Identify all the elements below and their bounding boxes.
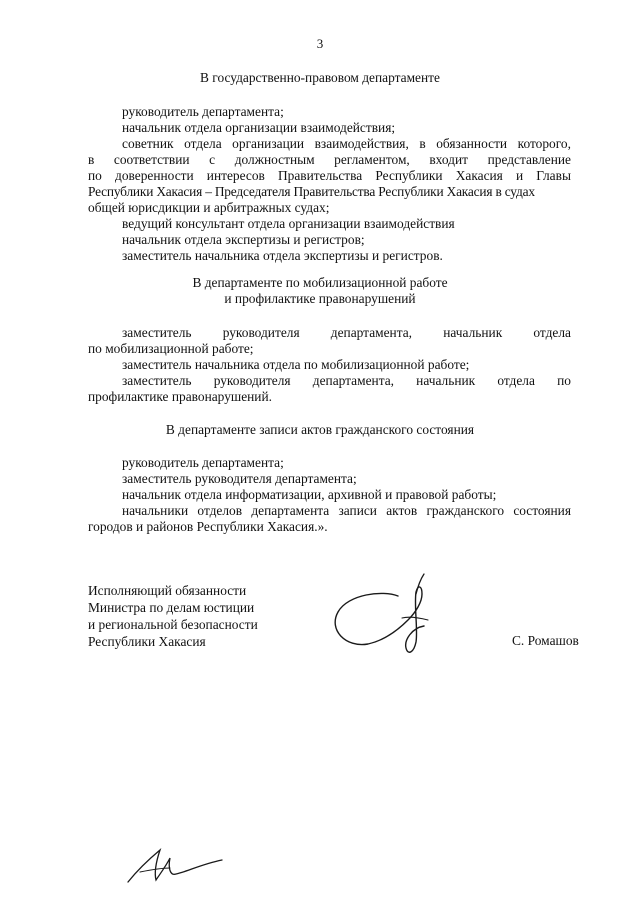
- list-item: начальники отделов департамента записи актов гражданского состояния: [122, 503, 571, 518]
- section-heading-civil-registry: В департаменте записи актов гражданского состояния: [165, 422, 475, 437]
- list-item: начальник отдела информатизации, архивной и правовой работы;: [122, 487, 497, 502]
- list-item: советник отдела организации взаимодействия, в обязанности которого,: [122, 136, 571, 151]
- signatory-title-line: Республики Хакасия: [88, 634, 206, 649]
- page-number: 3: [316, 36, 324, 51]
- list-item: начальник отдела экспертизы и регистров;: [122, 232, 365, 247]
- paragraph-line: профилактике правонарушений.: [88, 389, 272, 404]
- paragraph-line: общей юрисдикции и арбитражных судах;: [88, 200, 330, 215]
- section-heading-state-legal: В государственно-правовом департаменте: [200, 70, 440, 85]
- list-item: заместитель начальника отдела по мобилизационной работе;: [122, 357, 470, 372]
- list-item: заместитель руководителя департамента, начальник отдела по: [122, 373, 571, 388]
- list-item: заместитель руководителя департамента, начальник отдела: [122, 325, 571, 340]
- list-item: заместитель начальника отдела экспертизы и регистров.: [122, 248, 443, 263]
- handwritten-signature: [328, 572, 448, 672]
- signatory-title-line: Исполняющий обязанности: [88, 583, 247, 598]
- list-item: руководитель департамента;: [122, 104, 284, 119]
- initials-mark: [126, 838, 226, 888]
- signatory-name: С. Ромашов: [512, 633, 579, 648]
- list-item: начальник отдела организации взаимодействия;: [122, 120, 396, 135]
- paragraph-line: Республики Хакасия – Председателя Правительства Республики Хакасия в судах: [88, 184, 535, 199]
- signatory-title-line: Министра по делам юстиции: [88, 600, 255, 615]
- list-item: руководитель департамента;: [122, 455, 284, 470]
- paragraph-line: по доверенности интересов Правительства Республики Хакасия и Главы: [88, 168, 571, 183]
- list-item: заместитель руководителя департамента;: [122, 471, 357, 486]
- paragraph-line: городов и районов Республики Хакасия.».: [88, 519, 328, 534]
- paragraph-line: по мобилизационной работе;: [88, 341, 254, 356]
- section-heading-mobilization: В департаменте по мобилизационной работе: [192, 275, 448, 290]
- list-item: ведущий консультант отдела организации взаимодействия: [122, 216, 455, 231]
- signatory-title-line: и региональной безопасности: [88, 617, 258, 632]
- paragraph-line: в соответствии с должностным регламентом, входит представление: [88, 152, 571, 167]
- section-heading-mobilization-line2: и профилактике правонарушений: [224, 291, 416, 306]
- signatory-title: [88, 582, 258, 650]
